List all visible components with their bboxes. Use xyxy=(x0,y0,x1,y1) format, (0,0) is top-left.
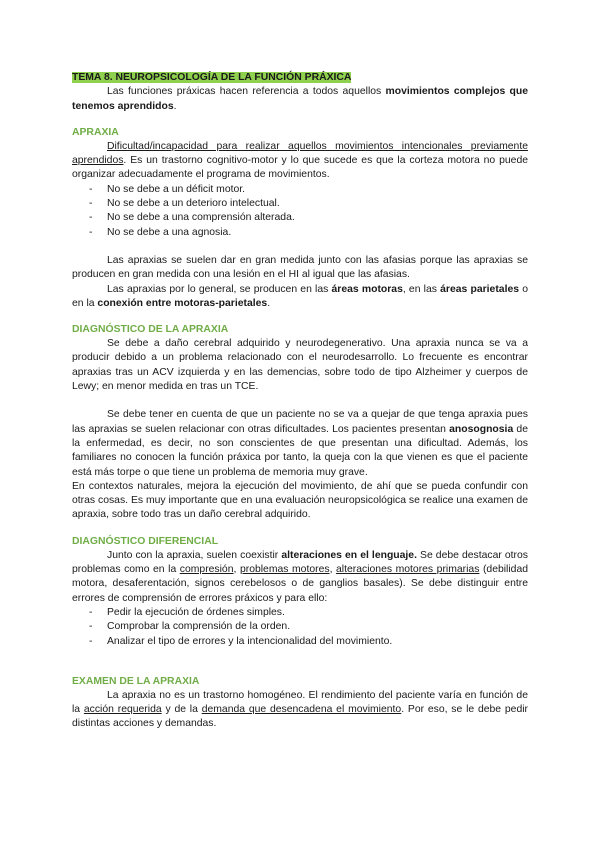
list-item: - Analizar el tipo de errores y la intencionalidad del movimiento. xyxy=(89,635,528,649)
diferencial-steps-list xyxy=(72,606,528,649)
apraxia-paragraph-3: Las apraxias por lo general, se producen en las áreas motoras, en las áreas parietales o en la conexión entre motoras-parietales. xyxy=(72,283,528,309)
list-item: - Comprobar la comprensión de la orden. xyxy=(89,620,528,634)
apraxia-paragraph-2: Las apraxias se suelen dar en gran medida junto con las afasias porque las apraxias se producen en gran medida con una lesión en el HI al igual que las afasias. xyxy=(72,254,528,281)
list-item: - No se debe a una agnosia. xyxy=(89,226,528,240)
apraxia-criteria-list xyxy=(72,183,528,240)
document-body xyxy=(72,71,528,732)
examen-paragraph: La apraxia no es un trastorno homogéneo. El rendimiento del paciente varía en función de la acción requerida y de la demanda que desencadena el movimiento. Por eso, se le debe pedir distintas acciones y demandas. xyxy=(72,689,528,730)
diagnostico-paragraph-3: En contextos naturales, mejora la ejecución del movimiento, de ahí que se pueda confundir con otras cosas. Es muy importante que en una evaluación neuropsicológica se realice una examen de apraxia, sobre todo tras un daño cerebral adquirido. xyxy=(72,480,528,521)
section-heading-examen: EXAMEN DE LA APRAXIA xyxy=(72,675,200,687)
section-heading-apraxia: APRAXIA xyxy=(72,126,119,138)
diferencial-paragraph: Junto con la apraxia, suelen coexistir alteraciones en el lenguaje. Se debe destacar otros problemas como en la compresión, problemas motores, alteraciones motores primarias (debilidad motora, desaferentación, signos cerebelosos o de ganglios basales). Se debe distinguir entre errores de comprensión de errores práxicos y para ello: xyxy=(72,549,529,604)
page-title: TEMA 8. NEUROPSICOLOGÍA DE LA FUNCIÓN PRÁXICA xyxy=(72,72,352,83)
list-item: - No se debe a un déficit motor. xyxy=(89,183,528,197)
intro-paragraph: Las funciones práxicas hacen referencia a todos aquellos movimientos complejos que tenemos aprendidos. xyxy=(72,86,528,112)
diagnostico-paragraph-2: Se debe tener en cuenta de que un paciente no se va a quejar de que tenga apraxia pues las apraxias se suelen relacionar con otras dificultades. Los pacientes presentan anosognosia de la enfermedad, es decir, no son conscientes de que presentan una dificultad. Además, los familiares no conocen la función práxica por tanto, la queja con la que vienen es que el paciente está más torpe o que tiene un problema de memoria muy grave. xyxy=(72,409,528,478)
list-item: - Pedir la ejecución de órdenes simples. xyxy=(89,606,528,620)
apraxia-definition: Dificultad/incapacidad para realizar aquellos movimientos intencionales previamente aprendidos. Es un trastorno cognitivo-motor y lo que sucede es que la corteza motora no puede organizar adecuadamente el programa de movimientos. xyxy=(72,140,528,181)
list-item: - No se debe a una comprensión alterada. xyxy=(89,211,528,225)
diagnostico-paragraph-1: Se debe a daño cerebral adquirido y neurodegenerativo. Una apraxia nunca se va a producir debido a un problema relacionado con el neurodesarrollo. Lo frecuente es encontrar apraxias tras un ACV izquierda y en las demencias, sobre todo de tipo Alzheimer y cuerpos de Lewy; en menor medida en tras un TCE. xyxy=(72,338,528,393)
section-heading-diferencial: DIAGNÓSTICO DIFERENCIAL xyxy=(72,535,219,547)
section-heading-diagnostico: DIAGNÓSTICO DE LA APRAXIA xyxy=(72,324,229,336)
list-item: - No se debe a un deterioro intelectual. xyxy=(89,197,528,211)
